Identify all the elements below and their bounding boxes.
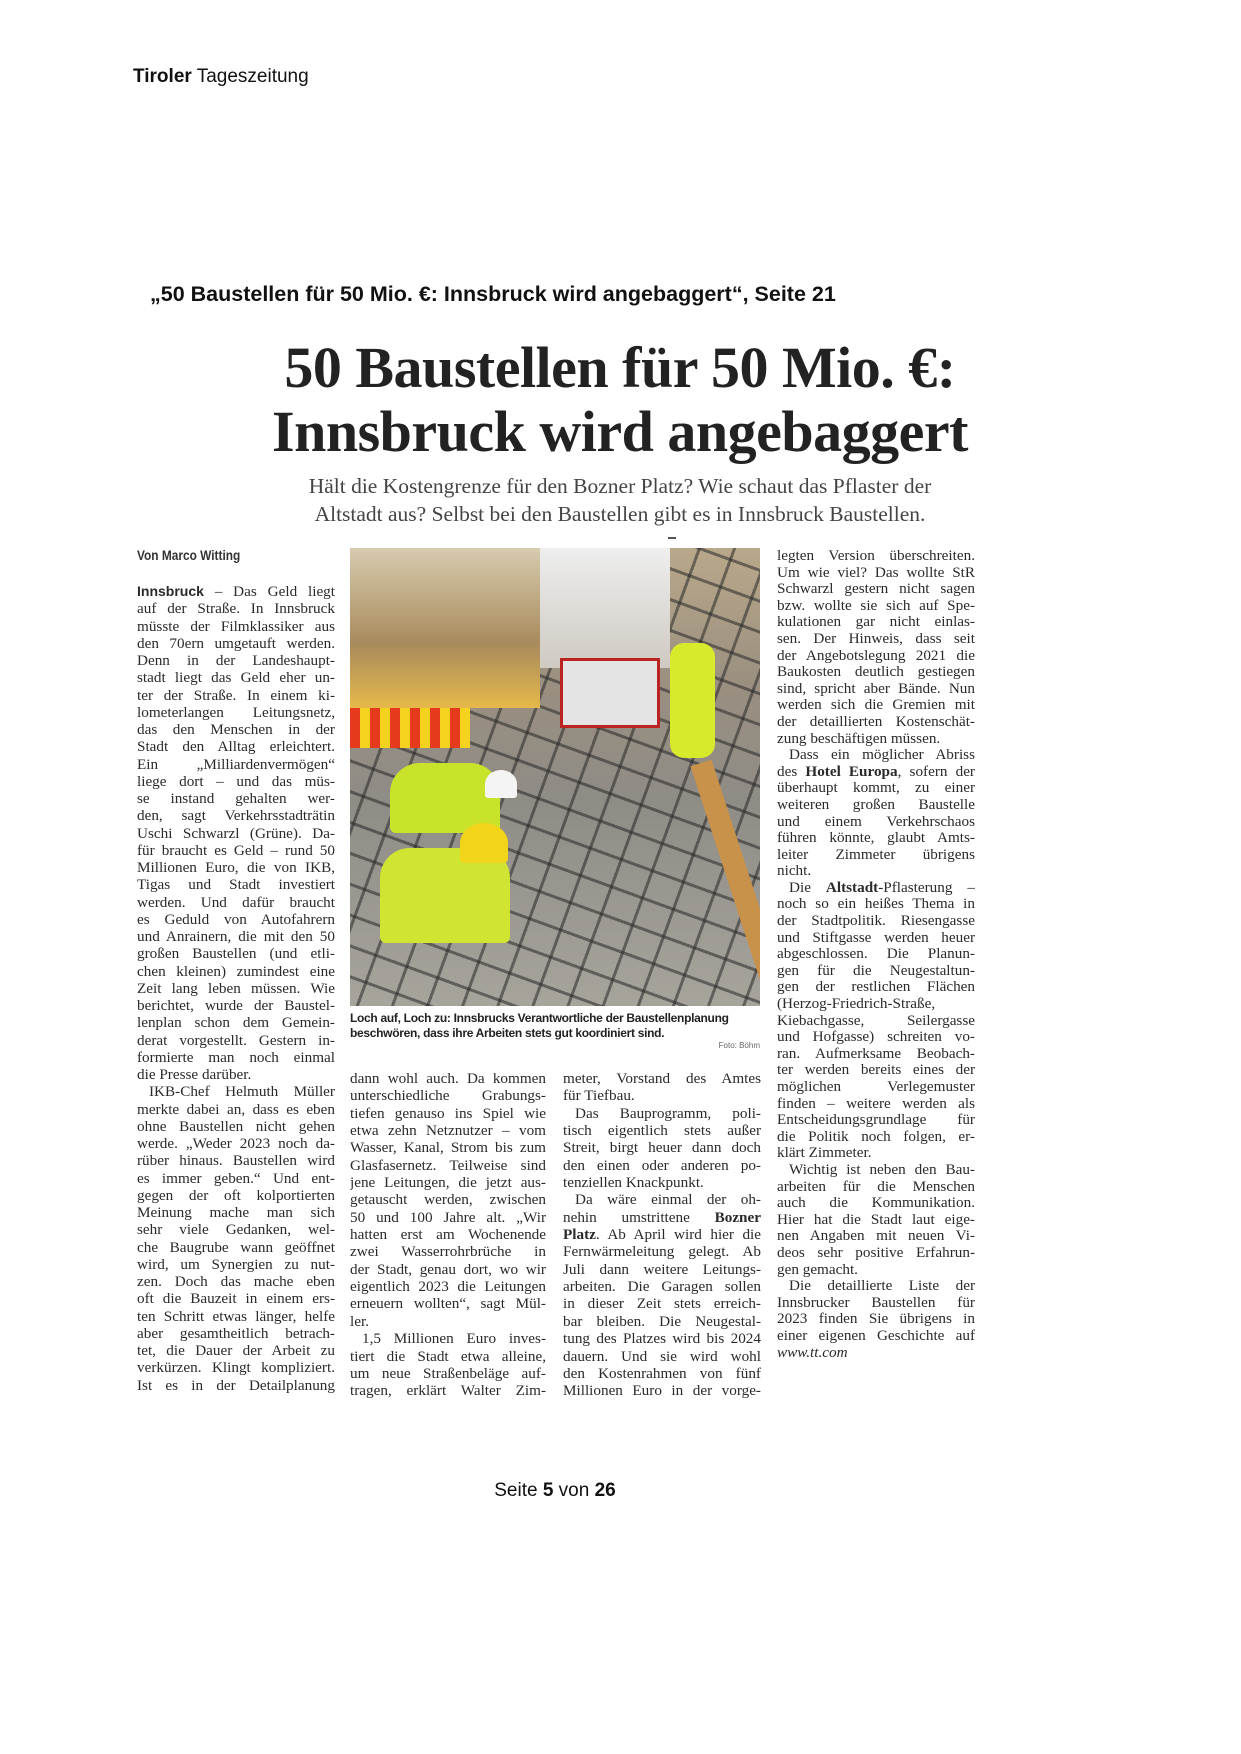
text-line: Wasser, Kanal, Strom bis zum	[350, 1139, 546, 1157]
text-line: Millionen Euro, die von IKB,	[137, 859, 335, 876]
text-line: Meinung mache man sich	[137, 1204, 335, 1221]
text-line: zung beschäftigen müssen.	[777, 730, 941, 747]
text-line: jene Leitungen, die jetzt aus-	[350, 1174, 546, 1192]
deck-line: Altstadt aus? Selbst bei den Baustellen gibt es in Innsbruck Baustellen.	[314, 502, 926, 526]
text-line: zen. Doch das mache eben	[137, 1273, 335, 1290]
text-line: für braucht es Geld – rund 50	[137, 841, 335, 859]
text-line: tet, die Dauer der Arbeit zu	[137, 1342, 335, 1359]
article-reference: „50 Baustellen für 50 Mio. €: Innsbruck wird angebaggert“, Seite 21	[150, 282, 836, 306]
text-column-3	[563, 1070, 761, 1400]
text-line: gen für die Neugestaltun-	[777, 962, 975, 979]
article-photo	[350, 548, 760, 1006]
text-line: Millionen Euro in der vorge-	[563, 1382, 761, 1400]
text-line: Die Altstadt-Pflasterung –	[789, 879, 975, 896]
photo-credit: Foto: Böhm	[718, 1041, 760, 1050]
text-line	[777, 1345, 975, 1362]
text-line: tiert die Stadt etwa alleine,	[350, 1347, 546, 1365]
text-line: Zeit lang leben müssen. Wie	[137, 979, 335, 997]
total-pages: 26	[594, 1480, 616, 1501]
text-line: deos sehr positive Erfahrun-	[777, 1244, 975, 1261]
text-line: finden – weitere werden als	[777, 1095, 975, 1112]
text-line: Fernwärmeleitung gelegt. Ab	[563, 1243, 761, 1261]
text-line: führen könnte, glaubt Amts-	[777, 830, 975, 847]
text-line: liege dort – und das müs-	[137, 772, 335, 790]
text-line: Die detaillierte Liste der	[789, 1278, 975, 1295]
text-line: das den Menschen in der	[137, 721, 335, 738]
text-line: Da wäre einmal der oh-	[575, 1191, 761, 1209]
text-line: müsste der Filmklassiker aus	[137, 617, 335, 635]
text-line: den 70ern umgetauft werden.	[137, 634, 335, 652]
text-line: tung des Platzes wird bis 2024	[563, 1330, 761, 1348]
text-line: nicht.	[777, 863, 812, 880]
text-line: Streit, birgt heuer dann doch	[563, 1139, 761, 1157]
text-line: stadt liegt das Geld eher un-	[137, 669, 335, 687]
bold-term: Altstadt	[825, 879, 879, 896]
text-line: leiter Zimmeter übrigens	[777, 846, 975, 863]
text-line: einer eigenen Geschichte auf	[777, 1327, 975, 1344]
text-line: klärt Zimmeter.	[777, 1145, 872, 1162]
text-line: berichtet, wurde der Baustel-	[137, 997, 335, 1014]
article-headline	[100, 336, 1140, 464]
bold-term: Bozner	[714, 1208, 761, 1226]
text-line: merkte dabei an, dass es eben	[137, 1100, 335, 1118]
text-line: gegen der oft kolportierten	[137, 1186, 335, 1204]
text-line: Wichtig ist neben den Bau-	[789, 1161, 975, 1178]
text-line: sen. Der Hinweis, dass seit	[777, 630, 975, 647]
text-line: Innsbruck – Das Geld liegt	[137, 583, 335, 600]
text-line: IKB-Chef Helmuth Müller	[149, 1083, 335, 1101]
text-line: Dass ein möglicher Abriss	[789, 747, 975, 764]
bold-term: Innsbruck	[137, 583, 204, 599]
text-column-1	[137, 583, 335, 1394]
text-line: ter werden bereits eines der	[777, 1062, 975, 1079]
photo-excavator	[560, 658, 660, 728]
text-line: tisch eigentlich stets außer	[563, 1122, 761, 1140]
text-line: lometerlangen Leitungsnetz,	[137, 703, 335, 721]
text-line: weiteren großen Baustelle	[777, 796, 975, 813]
text-line: die Politik noch folgen, er-	[777, 1128, 975, 1145]
text-line: der Stadtpolitik. Riesengasse	[777, 913, 975, 930]
text-line: ten Schritt etwas länger, helfe	[137, 1307, 335, 1325]
text-line: dann wohl auch. Da kommen	[350, 1070, 546, 1087]
photo-helmet	[460, 823, 508, 863]
text-line: zwei Wasserrohrbrüche in	[350, 1243, 546, 1261]
text-line: ter der Straße. In einem ki-	[137, 686, 335, 704]
text-line: Das Bauprogramm, poli-	[575, 1104, 761, 1122]
text-line: es immer geben.“ Und ent-	[137, 1169, 335, 1187]
text-line: Hier hat die Stadt laut eige-	[777, 1211, 975, 1228]
text-line: auf der Straße. In Innsbruck	[137, 600, 335, 618]
text-line: kulationen gar nicht einlas-	[777, 614, 975, 631]
text-line: möglichen Verlegemuster	[777, 1079, 975, 1095]
text-line: werden sich die Gremien mit	[777, 697, 975, 714]
photo-caption-block	[350, 1011, 760, 1051]
text-line: Juli dann weitere Leitungs-	[563, 1260, 761, 1278]
text-line: Baukosten deutlich gestiegen	[777, 664, 975, 681]
text-line: um neue Straßenbeläge auf-	[350, 1364, 546, 1382]
text-line: Tigas und Stadt investiert	[137, 876, 335, 894]
divider	[668, 537, 676, 539]
text-line: aber gesamtheitlich betrach-	[137, 1324, 335, 1342]
page-mid: von	[553, 1480, 595, 1501]
page-prefix: Seite	[494, 1480, 543, 1501]
bold-term: Hotel Europa	[805, 763, 898, 780]
text-column-4	[777, 548, 975, 1361]
text-line: 1,5 Millionen Euro inves-	[362, 1330, 546, 1348]
text-line: legten Version überschreiten.	[777, 548, 975, 564]
text-line: der detaillierten Kostenschät-	[777, 713, 975, 730]
photo-barrier	[350, 708, 470, 748]
text-line: Ein „Milliardenvermögen“	[137, 755, 335, 773]
current-page: 5	[542, 1480, 554, 1501]
text-line: Um wie viel? Das wollte StR	[777, 564, 975, 581]
text-line: und einem Verkehrschaos	[777, 813, 975, 830]
text-line: Platz. Ab April wird hier die	[563, 1226, 761, 1244]
text-line: ler.	[350, 1312, 369, 1330]
text-line: 50 und 100 Jahre alt. „Wir	[350, 1208, 546, 1226]
text-line: noch so ein heißes Thema in	[777, 896, 975, 913]
text-line: ran. Aufmerksame Beobach-	[777, 1045, 975, 1062]
text-line: tenziellen Knackpunkt.	[563, 1174, 704, 1192]
text-line: unterschiedliche Grabungs-	[350, 1087, 546, 1105]
headline-line: 50 Baustellen für 50 Mio. €:	[284, 335, 956, 400]
publication-name-rest: Tageszeitung	[191, 66, 309, 87]
text-line: (Herzog-Friedrich-Straße,	[777, 996, 936, 1013]
article-deck	[100, 472, 1140, 528]
text-line: des Hotel Europa, sofern der	[777, 763, 975, 780]
text-line: 2023 finden Sie übrigens in	[777, 1311, 975, 1328]
text-line: die Presse darüber.	[137, 1066, 252, 1083]
text-line: gen gemacht.	[777, 1261, 858, 1278]
text-line: che Baugrube wann geöffnet	[137, 1238, 335, 1256]
text-line: nehin umstrittene Bozner	[563, 1208, 761, 1226]
text-line: chen kleinen) zumindest eine	[137, 962, 335, 980]
text-line: und Hofgasse) schreiten vo-	[777, 1029, 975, 1046]
text-line: in dieser Zeit stets erreich-	[563, 1295, 761, 1313]
text-line: Kiebachgasse, Seilergasse	[777, 1012, 975, 1029]
text-line: der Stadt, genau dort, wo wir	[350, 1260, 546, 1278]
text-line: den einen oder anderen po-	[563, 1156, 761, 1174]
page-number	[0, 1480, 1110, 1502]
text-line: Denn in der Landeshaupt-	[137, 652, 335, 669]
text-line: Schwarzl gestern nicht sagen	[777, 581, 975, 598]
photo-shopfront	[350, 548, 540, 708]
headline-line: Innsbruck wird angebaggert	[272, 399, 968, 464]
photo-plank	[691, 760, 760, 1006]
text-line: hatten erst am Wochenende	[350, 1226, 546, 1244]
text-line: meter, Vorstand des Amtes	[563, 1070, 761, 1087]
text-line: werden. Und dafür braucht	[137, 893, 335, 911]
text-line: abgeschlossen. Die Planun-	[777, 946, 975, 963]
text-line: dauern. Und sie wird wohl	[563, 1347, 761, 1365]
text-line: nen Angaben mit neuen Vi-	[777, 1228, 975, 1245]
photo-caption: Loch auf, Loch zu: Innsbrucks Verantwortliche der Baustellenplanung beschwören, dass ihre Arbeiten stets gut koordiniert sind.	[350, 1011, 729, 1040]
text-line: ohne Baustellen nicht gehen	[137, 1117, 335, 1135]
text-line: sind, spricht aber Bände. Nun	[777, 680, 975, 697]
text-line: tragen, erklärt Walter Zim-	[350, 1382, 546, 1400]
text-line: überhaupt kommt, zu einer	[777, 780, 975, 797]
text-line: getauscht werden, zwischen	[350, 1191, 546, 1209]
text-line: se instand gehalten wer-	[137, 790, 335, 807]
text-line: Glasfasernetz. Teilweise sind	[350, 1156, 546, 1174]
text-line: den Kostenrahmen von fünf	[563, 1364, 761, 1382]
text-line: rüber hinaus. Baustellen wird	[137, 1152, 335, 1170]
text-line: und Anrainern, die mit den 50	[137, 928, 335, 945]
photo-worker	[670, 643, 715, 758]
text-line: arbeiten für die Menschen	[777, 1178, 975, 1195]
text-line: derat vorgestellt. Gestern in-	[137, 1031, 335, 1049]
bold-term: Platz	[563, 1226, 596, 1244]
text-line: gen der restlichen Flächen	[777, 979, 975, 996]
text-column-2	[350, 1070, 546, 1400]
text-line: arbeiten. Die Garagen sollen	[563, 1278, 761, 1296]
text-line: eigentlich 2023 die Leitungen	[350, 1278, 546, 1296]
text-line: verkürzen. Klingt kompliziert.	[137, 1359, 335, 1377]
text-line: bar bleiben. Die Neugestal-	[563, 1312, 761, 1330]
byline: Von Marco Witting	[137, 548, 241, 563]
text-line: formierte man noch einmal	[137, 1048, 335, 1066]
web-link: www.tt.com	[777, 1344, 848, 1361]
text-line: Stadt den Alltag erleichtert.	[137, 738, 335, 756]
text-line: sehr viele Gedanken, wel-	[137, 1221, 335, 1239]
text-line: es Geduld von Autofahrern	[137, 910, 335, 928]
text-line: für Tiefbau.	[563, 1087, 635, 1105]
publication-name-bold: Tiroler	[133, 66, 192, 87]
text-line: bzw. wollte sie sich auf Spe-	[777, 597, 975, 614]
text-line: lenplan schon dem Gemein-	[137, 1014, 335, 1032]
text-line: erneuern wollten“, sagt Mül-	[350, 1295, 546, 1313]
text-line: Ist es in der Detailplanung	[137, 1376, 335, 1394]
text-line: Entscheidungsgrundlage für	[777, 1112, 975, 1129]
deck-line: Hält die Kostengrenze für den Bozner Platz? Wie schaut das Pflaster der	[308, 474, 932, 498]
text-line: Innsbrucker Baustellen für	[777, 1294, 975, 1311]
text-line: den, sagt Verkehrsstadträtin	[137, 807, 335, 825]
text-line: Uschi Schwarzl (Grüne). Da-	[137, 824, 335, 842]
text-line: tiefen genauso ins Spiel wie	[350, 1104, 546, 1122]
photo-facade	[540, 548, 670, 668]
text-line: etwa zehn Netznutzer – vom	[350, 1122, 546, 1140]
text-line: wird, um Synergien zu nut-	[137, 1255, 335, 1273]
text-line: werde. „Weder 2023 noch da-	[137, 1135, 335, 1152]
text-line: der Angebotslegung 2021 die	[777, 647, 975, 664]
text-line: oft die Bauzeit in einem ers-	[137, 1290, 335, 1308]
publication-name	[133, 66, 309, 88]
photo-helmet	[485, 770, 517, 798]
text-line: auch die Kommunikation.	[777, 1195, 975, 1212]
text-line: und Stiftgasse werden heuer	[777, 929, 975, 946]
text-line: großen Baustellen (und etli-	[137, 945, 335, 963]
